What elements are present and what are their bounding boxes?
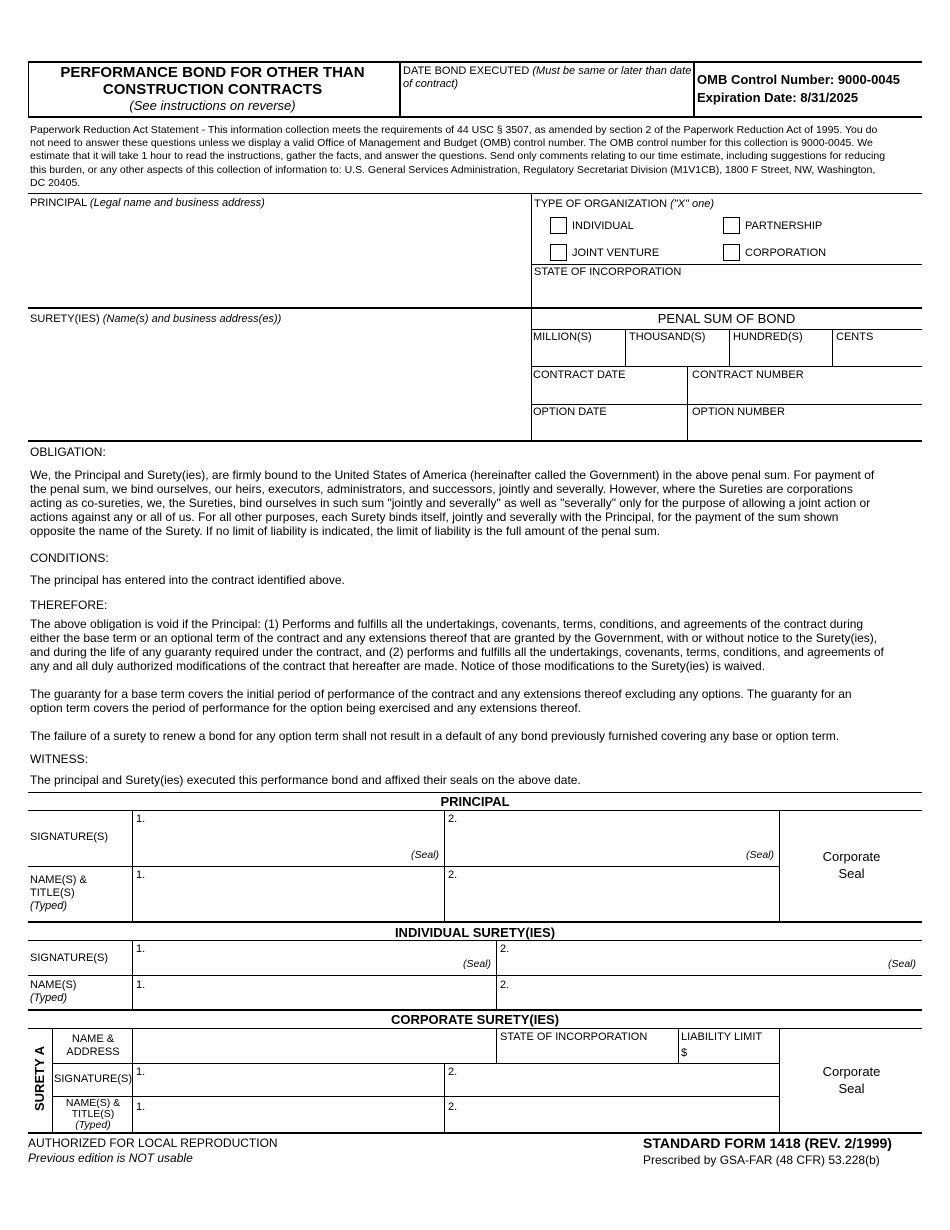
corporate-name-address-label: NAME & ADDRESS xyxy=(66,1033,120,1058)
row-number: 1. xyxy=(136,1066,146,1078)
thousands-label: THOUSAND(S) xyxy=(629,331,706,343)
divider xyxy=(531,329,922,330)
form-title xyxy=(30,64,395,98)
divider xyxy=(28,440,922,442)
corporate-name-1-field[interactable] xyxy=(146,1098,442,1130)
divider xyxy=(28,975,922,976)
state-of-incorporation-field[interactable] xyxy=(534,281,920,305)
divider xyxy=(531,366,922,367)
millions-label: MILLION(S) xyxy=(533,331,592,343)
therefore-text xyxy=(30,617,920,673)
obligation-heading: OBLIGATION: xyxy=(30,445,106,459)
form-title-note: (See instructions on reverse) xyxy=(129,98,296,113)
principal-names-label: NAME(S) & TITLE(S) (Typed) xyxy=(30,874,87,912)
corporate-state-label: STATE OF INCORPORATION xyxy=(500,1031,648,1043)
individual-name-2-field[interactable] xyxy=(498,992,920,1008)
conditions-heading: CONDITIONS: xyxy=(30,551,109,565)
paperwork-statement xyxy=(30,124,922,190)
corporate-name-2-field[interactable] xyxy=(458,1098,777,1130)
individual-option-label: INDIVIDUAL xyxy=(572,220,634,232)
contract-date-label: CONTRACT DATE xyxy=(533,369,626,381)
partnership-option-label: PARTNERSHIP xyxy=(745,220,823,232)
row-number: 1. xyxy=(136,1101,146,1113)
divider xyxy=(28,866,779,867)
corporation-checkbox[interactable] xyxy=(723,244,740,261)
contract-number-label: CONTRACT NUMBER xyxy=(692,369,804,381)
row-number: 2. xyxy=(448,1101,458,1113)
divider xyxy=(779,1028,780,1132)
divider xyxy=(28,307,922,309)
individual-signature-label: SIGNATURE(S) xyxy=(30,952,109,964)
liability-limit-label: LIABILITY LIMIT xyxy=(681,1031,763,1043)
failure-text: The failure of a surety to renew a bond for any option term shall not result in a default of any bond previously furnished covering any base or option term. xyxy=(30,729,840,743)
partnership-checkbox[interactable] xyxy=(723,217,740,234)
bottom-rule xyxy=(28,1132,922,1134)
individual-name-1-field[interactable] xyxy=(134,992,494,1008)
individual-names-label: NAME(S) (Typed) xyxy=(30,979,77,1004)
cents-field[interactable] xyxy=(834,345,920,364)
witness-text: The principal and Surety(ies) executed this performance bond and affixed their seals on the above date. xyxy=(30,773,581,787)
obligation-line: opposite the name of the Surety. If no limit of liability is indicated, the limit of liability is the full amount of the penal sum. xyxy=(30,524,661,538)
cents-label: CENTS xyxy=(836,331,874,343)
liability-limit-field[interactable] xyxy=(690,1045,776,1061)
date-bond-executed-label: DATE BOND EXECUTED (Must be same or later than date of contract) xyxy=(403,65,692,90)
guaranty-line: The guaranty for a base term covers the initial period of performance of the contract and any extensions thereof excluding any options. The guaranty for an xyxy=(30,687,852,701)
corporate-names-label: NAME(S) & TITLE(S) (Typed) xyxy=(65,1097,121,1131)
row-number: 1. xyxy=(136,979,146,991)
row-number: 1. xyxy=(136,813,146,825)
individual-signature-2-field[interactable] xyxy=(498,956,882,973)
row-number: 2. xyxy=(448,1066,458,1078)
millions-field[interactable] xyxy=(533,345,623,364)
seal-label: (Seal) xyxy=(888,958,917,970)
divider xyxy=(28,921,922,923)
paperwork-line: this burden, or any other aspects of this collection of information to: U.S. General Services Administration, Regulatory Secretariat Division (M1V1CB), 1800 F Street, NW, Washington, xyxy=(30,163,876,176)
hundreds-label: HUNDRED(S) xyxy=(733,331,803,343)
row-number: 1. xyxy=(136,869,146,881)
obligation-text xyxy=(30,468,920,538)
previous-edition-note: Previous edition is NOT usable xyxy=(28,1151,193,1165)
divider xyxy=(832,329,833,366)
surety-a-side-label: SURETY A xyxy=(31,1045,47,1111)
row-number: 2. xyxy=(500,979,510,991)
divider xyxy=(28,193,922,194)
principal-signature-label: SIGNATURE(S) xyxy=(30,831,109,843)
guaranty-line: option term covers the period of performance for the option being exercised and any extensions thereof. xyxy=(30,701,581,715)
authorized-reproduction: AUTHORIZED FOR LOCAL REPRODUCTION xyxy=(28,1136,278,1150)
divider xyxy=(52,1028,53,1132)
paperwork-line: Paperwork Reduction Act Statement - This information collection meets the requirements of 44 USC § 3507, as amended by section 2 of the Paperwork Reduction Act of 1995. You do xyxy=(30,124,878,136)
option-number-field[interactable] xyxy=(690,420,920,439)
guaranty-text xyxy=(30,687,920,715)
joint-venture-checkbox[interactable] xyxy=(550,244,567,261)
top-rule xyxy=(28,61,922,63)
paperwork-line: DC 20405. xyxy=(30,176,81,189)
corporate-signature-2-field[interactable] xyxy=(458,1065,777,1094)
divider xyxy=(625,329,626,366)
joint-venture-option-label: JOINT VENTURE xyxy=(572,247,660,259)
paperwork-line: not need to answer these questions unless we display a valid Office of Management and Budget (OMB) control number. The OMB control number for this collection is 9000-0045. We xyxy=(30,137,873,150)
divider xyxy=(28,1028,922,1029)
thousands-field[interactable] xyxy=(627,345,727,364)
paperwork-line: estimate that it will take 1 hour to read the instructions, gather the facts, and answer the questions. Send only comments relating to our time estimate, including suggestions for reducing xyxy=(30,150,886,163)
corporate-state-field[interactable] xyxy=(498,1045,676,1061)
divider xyxy=(28,792,922,793)
omb-info xyxy=(697,71,900,107)
therefore-line: and during the life of any guaranty required under the contract, and (2) performs and fulfills all the undertakings, covenants, terms, conditions, and agreements of xyxy=(30,645,884,659)
principal-name-2-field[interactable] xyxy=(446,882,777,919)
principal-field[interactable] xyxy=(30,212,528,304)
divider xyxy=(496,1028,497,1063)
divider xyxy=(28,810,922,811)
divider xyxy=(28,61,29,118)
therefore-line: any and all duly authorized modifications of the contract that hereafter are made. Notice of those modifications to the Surety(ies) is waived. xyxy=(30,659,766,673)
hundreds-field[interactable] xyxy=(731,345,830,364)
obligation-line: actions against any or all of us. For all other purposes, each Surety binds itself, jointly and severally with the Principal, for the payment of the sum shown xyxy=(30,510,839,524)
individual-signature-1-field[interactable] xyxy=(134,956,454,973)
seal-label: (Seal) xyxy=(411,849,440,861)
row-number: 2. xyxy=(448,813,458,825)
principal-table-title: PRINCIPAL xyxy=(440,794,510,809)
dollar-sign: $ xyxy=(681,1047,688,1059)
row-number: 2. xyxy=(500,943,510,955)
principal-name-1-field[interactable] xyxy=(134,882,442,919)
divider xyxy=(678,1028,679,1063)
expiration-date: Expiration Date: 8/31/2025 xyxy=(697,90,859,105)
corporate-name-address-field[interactable] xyxy=(134,1030,494,1061)
penal-sum-title: PENAL SUM OF BOND xyxy=(657,311,796,326)
surety-label: SURETY(IES) (Name(s) and business address(es)) xyxy=(30,313,282,325)
corporate-signature-1-field[interactable] xyxy=(146,1065,442,1094)
individual-surety-title: INDIVIDUAL SURETY(IES) xyxy=(394,925,556,940)
obligation-line: acting as co-sureties, we, the Sureties, bind ourselves in such sum "jointly and severally" as well as "severally" only for the purpose of allowing a joint action or xyxy=(30,496,871,510)
seal-label: (Seal) xyxy=(746,849,775,861)
divider xyxy=(729,329,730,366)
divider xyxy=(693,61,695,118)
state-of-incorporation-label: STATE OF INCORPORATION xyxy=(534,266,682,278)
divider xyxy=(444,1063,445,1132)
divider xyxy=(531,404,922,405)
divider xyxy=(531,264,922,265)
option-number-label: OPTION NUMBER xyxy=(692,406,785,418)
therefore-heading: THEREFORE: xyxy=(30,598,108,612)
witness-heading: WITNESS: xyxy=(30,752,89,766)
row-number: 2. xyxy=(448,869,458,881)
divider xyxy=(52,1063,779,1064)
individual-checkbox[interactable] xyxy=(550,217,567,234)
form-number: STANDARD FORM 1418 (REV. 2/1999) xyxy=(643,1135,892,1151)
organization-type-label: TYPE OF ORGANIZATION ("X" one) xyxy=(534,198,714,210)
corporate-seal-area: Corporate Seal xyxy=(822,849,881,881)
omb-control-number: OMB Control Number: 9000-0045 xyxy=(697,72,900,87)
therefore-line: either the base term or an optional term of the contract and any extensions thereof that are granted by the Government, with or without notice to the Surety(ies), xyxy=(30,631,878,645)
obligation-line: the penal sum, we bind ourselves, our heirs, executors, administrators, and successors, jointly and severally. However, where the Sureties are corporations xyxy=(30,482,853,496)
date-bond-executed-field[interactable] xyxy=(401,92,691,114)
row-number: 1. xyxy=(136,943,146,955)
conditions-text: The principal has entered into the contract identified above. xyxy=(30,573,345,587)
principal-signature-1-field[interactable] xyxy=(134,826,404,864)
divider xyxy=(779,810,780,921)
divider xyxy=(52,1096,779,1097)
corporate-surety-title: CORPORATE SURETY(IES) xyxy=(390,1012,560,1027)
principal-label: PRINCIPAL (Legal name and business address) xyxy=(30,197,265,209)
form-title-line1: PERFORMANCE BOND FOR OTHER THAN xyxy=(60,64,365,81)
form-title-line2: CONSTRUCTION CONTRACTS xyxy=(102,81,323,98)
option-date-field[interactable] xyxy=(533,420,685,439)
therefore-line: The above obligation is void if the Principal: (1) Performs and fulfills all the undertakings, covenants, terms, conditions, and agreements of the contract during xyxy=(30,617,864,631)
seal-label: (Seal) xyxy=(463,958,492,970)
contract-number-field[interactable] xyxy=(690,383,920,402)
header-bottom-rule xyxy=(28,116,922,118)
corporation-option-label: CORPORATION xyxy=(745,247,827,259)
divider xyxy=(132,1028,133,1132)
option-date-label: OPTION DATE xyxy=(533,406,607,418)
divider xyxy=(28,1009,922,1011)
obligation-line: We, the Principal and Surety(ies), are firmly bound to the United States of America (hereinafter called the Government) in the above penal sum. For payment of xyxy=(30,468,875,482)
prescribed-by: Prescribed by GSA-FAR (48 CFR) 53.228(b) xyxy=(643,1153,880,1167)
corporate-seal-area: Corporate Seal xyxy=(822,1064,881,1096)
surety-field[interactable] xyxy=(30,328,528,436)
contract-date-field[interactable] xyxy=(533,383,685,402)
corporate-signature-label: SIGNATURE(S) xyxy=(54,1073,133,1085)
divider xyxy=(28,940,922,941)
principal-signature-2-field[interactable] xyxy=(446,826,742,864)
